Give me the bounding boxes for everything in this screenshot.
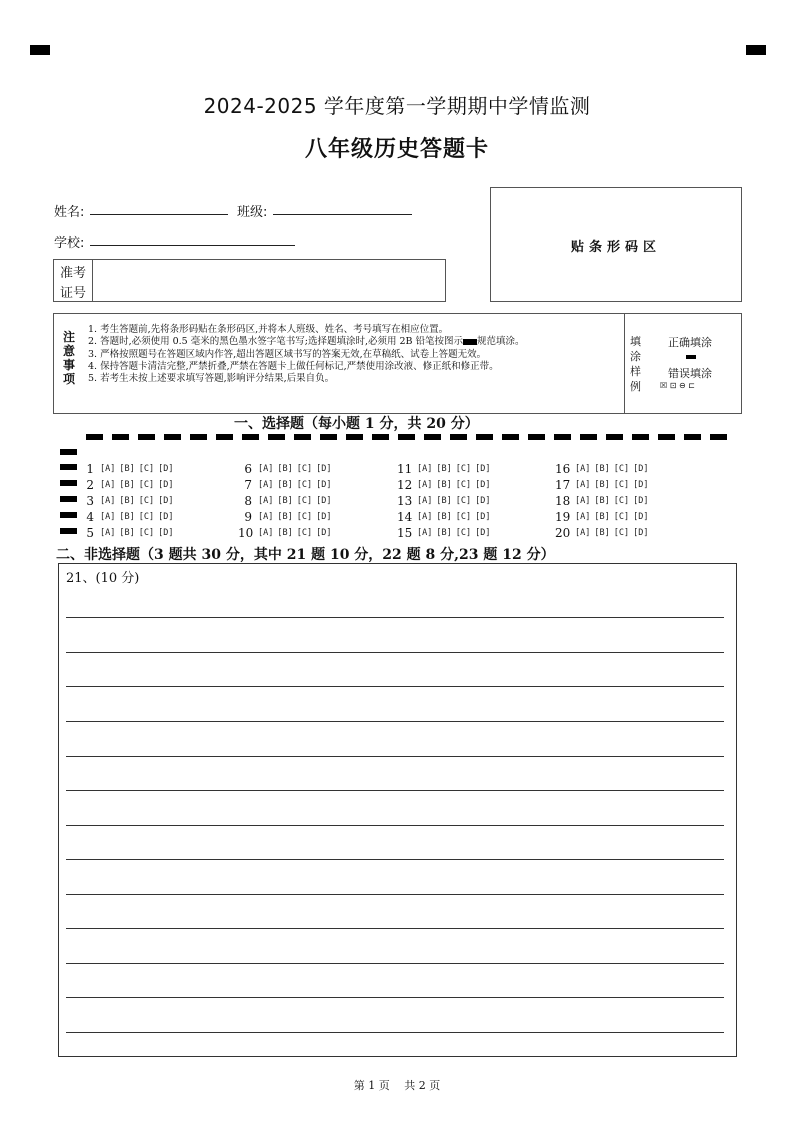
question-number: 13 — [397, 494, 413, 508]
answer-bubble[interactable]: [B] — [277, 496, 293, 506]
answer-bubble[interactable]: [A] — [100, 496, 116, 506]
answer-bubble[interactable]: [D] — [633, 464, 649, 474]
answer-bubble[interactable]: [A] — [258, 480, 274, 490]
answer-bubble[interactable]: [A] — [575, 512, 591, 522]
page-number: 第 1 页 共 2 页 — [353, 1079, 441, 1092]
timing-mark — [216, 434, 233, 440]
choice-question-row — [238, 461, 335, 477]
choice-question-row — [80, 509, 177, 525]
exam-title: 2024-2025 学年度第一学期期中学情监测 — [203, 94, 591, 118]
exam-id-label-line2: 证号 — [60, 286, 87, 301]
choice-question-row — [555, 493, 652, 509]
question-number: 14 — [397, 510, 413, 524]
answer-bubble[interactable]: [B] — [119, 528, 135, 538]
timing-mark — [554, 434, 571, 440]
question-number: 20 — [555, 526, 571, 540]
notice-title — [62, 330, 76, 386]
answer-bubble[interactable]: [C] — [613, 496, 630, 506]
answer-bubble[interactable]: [C] — [613, 464, 630, 474]
answer-bubble[interactable]: [A] — [100, 512, 116, 522]
exam-id-input[interactable] — [93, 260, 445, 301]
choice-question-row — [397, 493, 494, 509]
choice-question-row — [80, 525, 177, 541]
answer-bubble[interactable]: [B] — [594, 480, 610, 490]
answer-bubble[interactable]: [C] — [455, 512, 472, 522]
answer-bubble[interactable]: [A] — [258, 512, 274, 522]
choice-question-row — [238, 477, 335, 493]
answer-bubble[interactable]: [B] — [277, 528, 293, 538]
answer-bubble[interactable]: [D] — [316, 496, 332, 506]
answer-bubble[interactable]: [C] — [455, 496, 472, 506]
question-number: 17 — [555, 478, 571, 492]
answer-bubble[interactable]: [B] — [594, 512, 610, 522]
answer-line[interactable] — [66, 894, 724, 895]
answer-bubble[interactable]: [A] — [575, 464, 591, 474]
answer-bubble[interactable]: [B] — [436, 464, 452, 474]
timing-mark — [528, 434, 545, 440]
answer-line[interactable] — [66, 859, 724, 860]
answer-bubble[interactable]: [B] — [594, 528, 610, 538]
answer-bubble[interactable]: [C] — [296, 464, 313, 474]
answer-bubble[interactable]: [C] — [138, 496, 155, 506]
timing-marks-top — [86, 434, 727, 440]
notice-divider — [624, 314, 625, 413]
answer-line[interactable] — [66, 825, 724, 826]
answer-bubble[interactable]: [D] — [475, 496, 491, 506]
barcode-area-label: 贴条形码区 — [570, 240, 661, 255]
timing-mark — [60, 496, 77, 502]
question-number: 11 — [397, 462, 413, 476]
timing-mark — [60, 528, 77, 534]
question-number: 2 — [86, 478, 94, 492]
name-label: 姓名: — [54, 205, 85, 220]
choice-question-row — [555, 477, 652, 493]
exam-id-box — [53, 259, 446, 302]
class-label: 班级: — [237, 205, 268, 220]
sample-title-char: 涂 — [630, 350, 641, 363]
section1-title: 一、选择题（每小题 1 分，共 20 分） — [234, 416, 479, 432]
notice-item-2 — [88, 336, 623, 348]
timing-mark — [112, 434, 129, 440]
timing-mark — [86, 434, 103, 440]
answer-bubble[interactable]: [D] — [633, 496, 649, 506]
question-number: 10 — [238, 526, 254, 540]
timing-mark — [60, 480, 77, 486]
answer-line[interactable] — [66, 617, 724, 618]
answer-sheet-title: 八年级历史答题卡 — [304, 137, 489, 162]
answer-line[interactable] — [66, 686, 724, 687]
answer-bubble[interactable]: [C] — [613, 528, 630, 538]
answer-bubble[interactable]: [A] — [417, 480, 433, 490]
answer-bubble[interactable]: [D] — [475, 464, 491, 474]
choice-question-row — [397, 525, 494, 541]
notice-box — [53, 313, 742, 414]
question-number: 3 — [86, 494, 94, 508]
answer-box-21 — [58, 563, 737, 1057]
answer-bubble[interactable]: [C] — [296, 512, 313, 522]
answer-bubble[interactable]: [D] — [633, 480, 649, 490]
answer-bubble[interactable]: [A] — [575, 496, 591, 506]
timing-mark — [372, 434, 389, 440]
answer-bubble[interactable]: [D] — [316, 512, 332, 522]
notice-title-char: 意 — [62, 344, 75, 358]
notice-item-5: 5. 若考生未按上述要求填写答题,影响评分结果,后果自负。 — [88, 373, 335, 385]
timing-mark — [138, 434, 155, 440]
timing-mark — [346, 434, 363, 440]
notice-item-1: 1. 考生答题前,先将条形码贴在条形码区,并将本人班级、姓名、考号填写在相应位置。 — [88, 324, 449, 335]
answer-bubble[interactable]: [C] — [613, 480, 630, 490]
school-field[interactable] — [90, 245, 295, 246]
choice-question-row — [238, 525, 335, 541]
question-number: 18 — [555, 494, 571, 508]
question-number: 15 — [397, 526, 413, 540]
timing-mark — [294, 434, 311, 440]
choice-column-3 — [397, 461, 494, 541]
timing-mark — [190, 434, 207, 440]
choice-question-row — [397, 477, 494, 493]
answer-bubble[interactable]: [C] — [296, 528, 313, 538]
timing-mark — [710, 434, 727, 440]
answer-bubble[interactable]: [A] — [258, 528, 274, 538]
timing-mark — [60, 449, 77, 455]
answer-bubble[interactable]: [B] — [277, 464, 293, 474]
exam-id-label-line1: 准考 — [60, 266, 87, 281]
section2-title: 二、非选择题（3 题共 30 分，其中 21 题 10 分，22 题 8 分,23 题 12 分） — [56, 547, 555, 563]
notice-item-2-text: 2. 答题时,必须使用 0.5 毫米的黑色墨水签字笔书写;选择题填涂时,必须用 2B 铅笔按图示 — [88, 336, 464, 348]
answer-bubble[interactable]: [C] — [296, 496, 313, 506]
answer-line[interactable] — [66, 997, 724, 998]
answer-bubble[interactable]: [B] — [594, 496, 610, 506]
answer-bubble[interactable]: [A] — [100, 480, 116, 490]
answer-bubble[interactable]: [B] — [594, 464, 610, 474]
answer-bubble[interactable]: [D] — [158, 480, 174, 490]
timing-mark — [164, 434, 181, 440]
choice-question-row — [397, 509, 494, 525]
answer-bubble[interactable]: [A] — [417, 496, 433, 506]
answer-bubble[interactable]: [D] — [316, 480, 332, 490]
sample-title-char: 填 — [630, 335, 641, 348]
timing-mark — [606, 434, 623, 440]
answer-bubble[interactable]: [B] — [277, 512, 293, 522]
fill-sample-icon — [463, 339, 477, 345]
timing-mark — [580, 434, 597, 440]
answer-bubble[interactable]: [A] — [100, 464, 116, 474]
answer-bubble[interactable]: [B] — [119, 464, 135, 474]
notice-title-char: 项 — [62, 372, 75, 386]
answer-bubble[interactable]: [D] — [158, 512, 174, 522]
corner-marker-left — [30, 45, 50, 55]
sample-title-char: 样 — [630, 365, 641, 378]
question-number: 4 — [86, 510, 94, 524]
answer-line[interactable] — [66, 790, 724, 791]
answer-bubble[interactable]: [C] — [138, 480, 155, 490]
answer-bubble[interactable]: [C] — [455, 528, 472, 538]
answer-bubble[interactable]: [D] — [475, 512, 491, 522]
question-number: 1 — [86, 462, 94, 476]
timing-marks-left — [60, 449, 77, 534]
exam-id-label-cell — [54, 260, 93, 301]
answer-bubble[interactable]: [D] — [475, 480, 491, 490]
answer-bubble[interactable]: [D] — [316, 528, 332, 538]
timing-mark — [684, 434, 701, 440]
answer-bubble[interactable]: [D] — [633, 528, 649, 538]
correct-fill-icon — [686, 355, 696, 359]
answer-bubble[interactable]: [B] — [436, 528, 452, 538]
question-number: 12 — [397, 478, 413, 492]
timing-mark — [60, 464, 77, 470]
choice-question-row — [80, 461, 177, 477]
answer-line[interactable] — [66, 963, 724, 964]
notice-title-char: 注 — [62, 330, 75, 344]
sample-title — [630, 334, 641, 394]
notice-item-4: 4. 保持答题卡清洁完整,严禁折叠,严禁在答题卡上做任何标记,严禁使用涂改液、修正纸和修正带。 — [88, 360, 499, 372]
answer-bubble[interactable]: [C] — [138, 528, 155, 538]
name-field[interactable] — [90, 214, 228, 215]
timing-mark — [398, 434, 415, 440]
choice-question-row — [80, 493, 177, 509]
answer-bubble[interactable]: [C] — [138, 464, 155, 474]
answer-bubble[interactable]: [A] — [417, 464, 433, 474]
answer-bubble[interactable]: [A] — [575, 480, 591, 490]
answer-bubble[interactable]: [B] — [436, 480, 452, 490]
notice-item-3: 3. 严格按照题号在答题区域内作答,超出答题区域书写的答案无效,在草稿纸、试卷上答题无效。 — [88, 348, 487, 360]
choice-question-row — [80, 477, 177, 493]
question-number: 8 — [244, 494, 252, 508]
timing-mark — [476, 434, 493, 440]
notice-title-char: 事 — [62, 358, 75, 372]
timing-mark — [242, 434, 259, 440]
school-label: 学校: — [54, 236, 85, 251]
choice-column-1 — [80, 461, 177, 541]
class-field[interactable] — [273, 214, 412, 215]
answer-bubble[interactable]: [A] — [575, 528, 591, 538]
wrong-fill-label: 错误填涂 — [668, 367, 712, 380]
answer-bubble[interactable]: [D] — [158, 496, 174, 506]
question-number: 9 — [244, 510, 252, 524]
answer-line[interactable] — [66, 721, 724, 722]
sample-title-char: 例 — [630, 380, 641, 393]
choice-column-4 — [555, 461, 652, 541]
answer-bubble[interactable]: [A] — [417, 528, 433, 538]
question-number: 16 — [555, 462, 571, 476]
answer-bubble[interactable]: [D] — [316, 464, 332, 474]
answer-line[interactable] — [66, 928, 724, 929]
question-number: 7 — [244, 478, 252, 492]
answer-bubble[interactable]: [C] — [455, 464, 472, 474]
notice-list — [88, 324, 623, 385]
choice-column-2 — [238, 461, 335, 541]
answer-bubble[interactable]: [B] — [119, 480, 135, 490]
answer-line[interactable] — [66, 1032, 724, 1033]
notice-item-2-tail: 规范填涂。 — [477, 336, 525, 348]
timing-mark — [632, 434, 649, 440]
choice-question-row — [238, 493, 335, 509]
choice-question-row — [555, 461, 652, 477]
question-21-label: 21、(10 分) — [66, 571, 140, 586]
barcode-area — [490, 187, 742, 302]
timing-mark — [424, 434, 441, 440]
answer-bubble[interactable]: [D] — [158, 464, 174, 474]
answer-bubble[interactable]: [B] — [436, 496, 452, 506]
answer-bubble[interactable]: [D] — [158, 528, 174, 538]
answer-bubble[interactable]: [A] — [100, 528, 116, 538]
choice-question-row — [555, 525, 652, 541]
answer-bubble[interactable]: [D] — [475, 528, 491, 538]
answer-bubble[interactable]: [B] — [277, 480, 293, 490]
question-number: 5 — [86, 526, 94, 540]
timing-mark — [450, 434, 467, 440]
answer-bubble[interactable]: [C] — [296, 480, 313, 490]
choice-question-row — [555, 509, 652, 525]
answer-bubble[interactable]: [B] — [119, 496, 135, 506]
timing-mark — [320, 434, 337, 440]
timing-mark — [60, 512, 77, 518]
answer-bubble[interactable]: [A] — [417, 512, 433, 522]
answer-bubble[interactable]: [A] — [258, 496, 274, 506]
answer-line[interactable] — [66, 652, 724, 653]
timing-mark — [502, 434, 519, 440]
answer-line[interactable] — [66, 756, 724, 757]
question-number: 19 — [555, 510, 571, 524]
answer-bubble[interactable]: [C] — [138, 512, 155, 522]
corner-marker-right — [746, 45, 766, 55]
correct-fill-label: 正确填涂 — [668, 336, 712, 349]
answer-bubble[interactable]: [B] — [436, 512, 452, 522]
answer-bubble[interactable]: [C] — [613, 512, 630, 522]
choice-question-row — [397, 461, 494, 477]
answer-bubble[interactable]: [A] — [258, 464, 274, 474]
timing-mark — [658, 434, 675, 440]
choice-question-row — [238, 509, 335, 525]
timing-mark — [268, 434, 285, 440]
wrong-fill-icons: ☒ ⊡ ⊖ ⊏ — [660, 381, 695, 390]
answer-bubble[interactable]: [C] — [455, 480, 472, 490]
answer-bubble[interactable]: [D] — [633, 512, 649, 522]
question-number: 6 — [244, 462, 252, 476]
answer-bubble[interactable]: [B] — [119, 512, 135, 522]
